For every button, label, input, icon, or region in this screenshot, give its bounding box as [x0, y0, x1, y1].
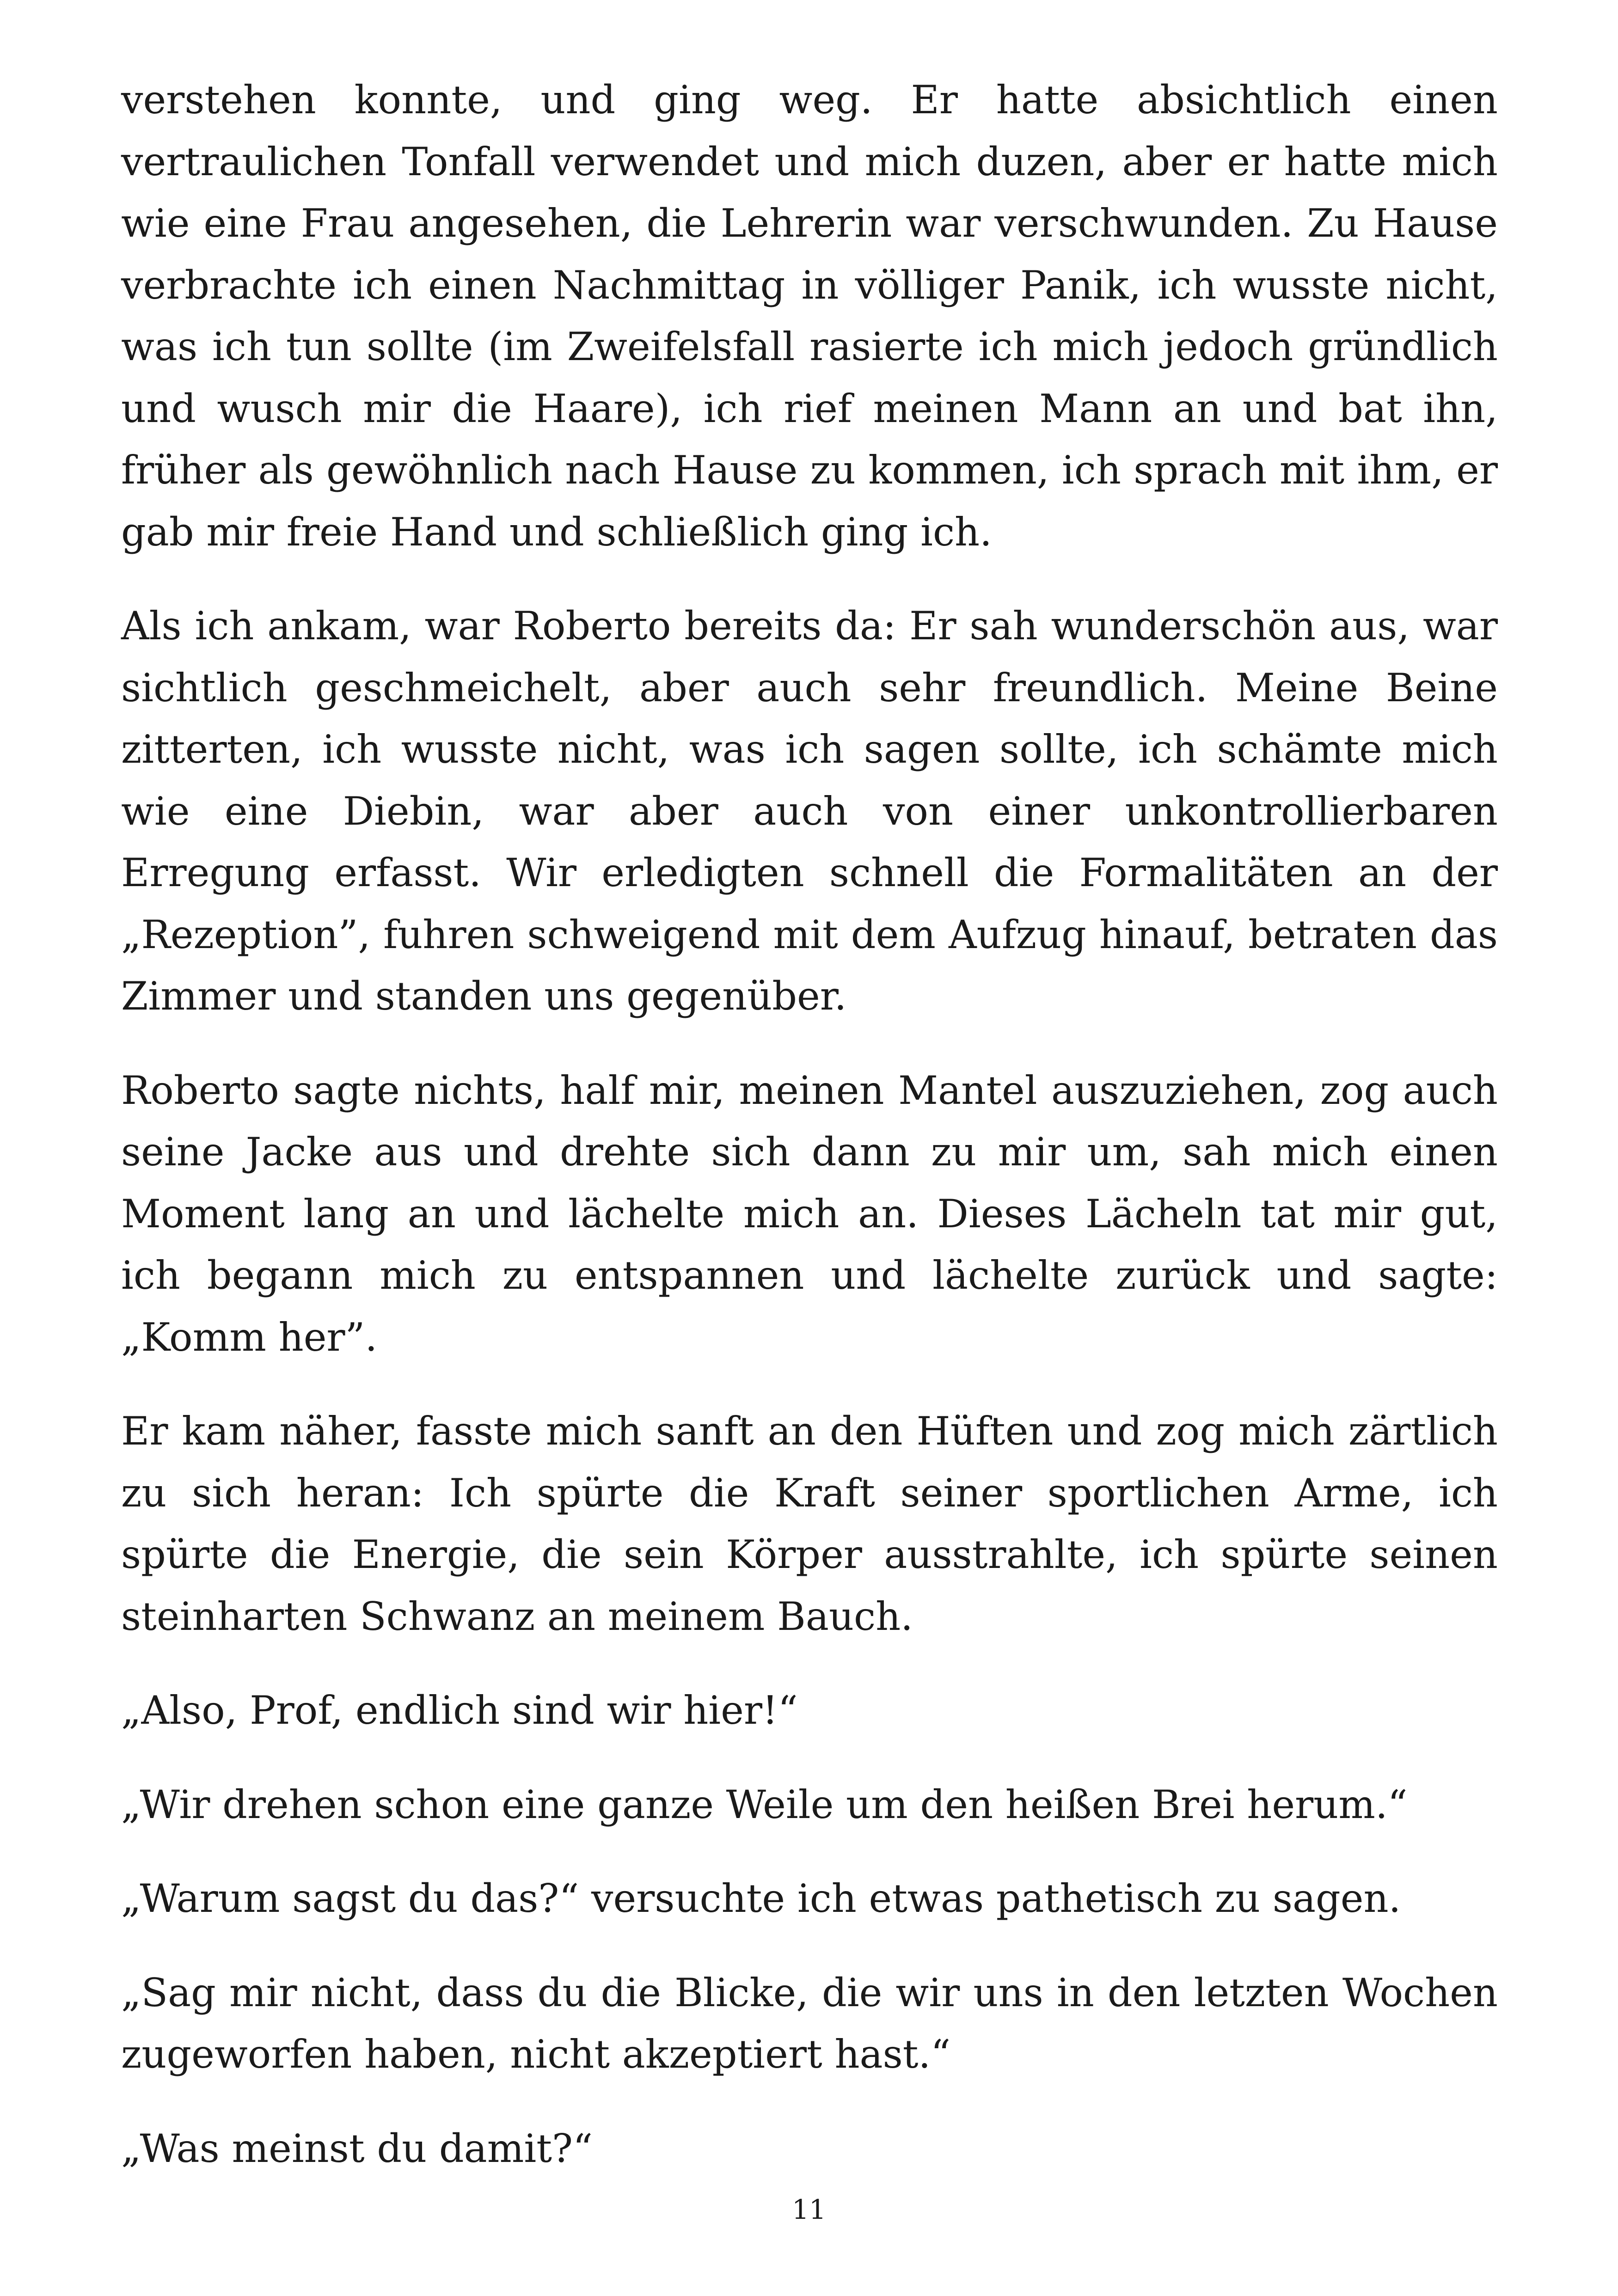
paragraph-1: verstehen konnte, und ging weg. Er hatte absichtlich einen vertraulichen Tonfall verwendet und mich duzen, aber er hatte mich wie eine Frau angesehen, die Lehrerin war verschwunden. Zu Hause verbrachte ich einen Nachmittag in völliger Panik, ich wusste nicht, was ich tun sollte (im Zweifelsfall rasierte ich mich jedoch gründlich und wusch mir die Haare), ich rief meinen Mann an und bat ihn, früher als gewöhnlich nach Hause zu kommen, ich sprach mit ihm, er gab mir freie Hand und schließlich ging ich. [121, 77, 1498, 555]
paragraph-3: Roberto sagte nichts, half mir, meinen Mantel auszuziehen, zog auch seine Jacke aus und drehte sich dann zu mir um, sah mich einen Moment lang an und lächelte mich an. Dieses Lächeln tat mir gut, ich begann mich zu entspannen und lächelte zurück und sagte: „Komm her”. [121, 1067, 1498, 1360]
dialogue-line-5: „Was meinst du damit?“ [121, 2125, 593, 2171]
dialogue-line-1: „Also, Prof, endlich sind wir hier!“ [121, 1688, 798, 1733]
dialogue-line-3: „Warum sagst du das?“ versuchte ich etwas pathetisch zu sagen. [121, 1876, 1401, 1921]
page-body [121, 69, 1498, 2212]
page-number: 11 [792, 2194, 826, 2225]
paragraph-4: Er kam näher, fasste mich sanft an den Hüften und zog mich zärtlich zu sich heran: Ich spürte die Kraft seiner sportlichen Arme, ich spürte die Energie, die sein Körper ausstrahlte, ich spürte seinen steinharten Schwanz an meinem Bauch. [121, 1408, 1498, 1639]
dialogue-line-4: „Sag mir nicht, dass du die Blicke, die wir uns in den letzten Wochen zugeworfen haben, nicht akzeptiert hast.“ [121, 1970, 1498, 2077]
paragraph-2: Als ich ankam, war Roberto bereits da: Er sah wunderschön aus, war sichtlich geschmeichelt, aber auch sehr freundlich. Meine Beine zitterten, ich wusste nicht, was ich sagen sollte, ich schämte mich wie eine Diebin, war aber auch von einer unkontrollierbaren Erregung erfasst. Wir erledigten schnell die Formalitäten an der „Rezeption”, fuhren schweigend mit dem Aufzug hinauf, betraten das Zimmer und standen uns gegenüber. [121, 603, 1498, 1019]
dialogue-line-2: „Wir drehen schon eine ganze Weile um den heißen Brei herum.“ [121, 1782, 1408, 1827]
